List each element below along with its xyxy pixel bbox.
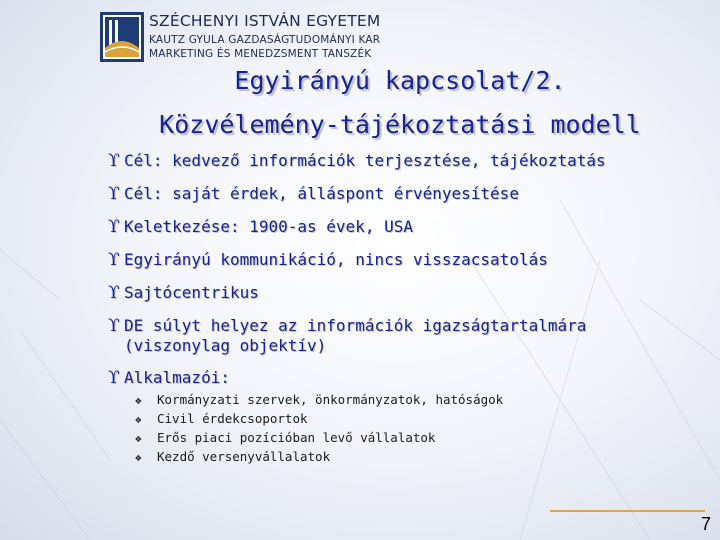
bullet-text: Alkalmazói: [124,368,230,387]
footer-divider [550,510,705,512]
bullet-item [108,283,259,303]
bullet-continuation-text: (viszonylag objektív) [124,336,327,355]
university-name: SZÉCHENYI ISTVÁN EGYETEM [149,12,381,30]
slide-title-line2: Közvélemény-tájékoztatási modell [159,110,641,139]
bullet-text: Egyirányú kommunikáció, nincs visszacsatolás [124,250,548,269]
bullet-item [108,184,519,204]
bullet-marker-icon: ϒ [108,151,120,171]
sub-list-item [135,430,435,445]
bullet-marker-icon: ϒ [108,250,120,270]
sub-list-item [135,392,503,407]
bullet-item [108,368,230,388]
bullet-item [108,217,413,237]
bullet-item [108,151,606,171]
sub-item-text: Kezdő versenyvállalatok [157,449,331,464]
bullet-text: Keletkezése: 1900-as évek, USA [124,217,413,236]
diamond-bullet-icon: ❖ [135,394,142,407]
bullet-marker-icon: ϒ [108,316,120,336]
department-name: MARKETING ÉS MENEDZSMENT TANSZÉK [149,48,372,60]
faculty-name: KAUTZ GYULA GAZDASÁGTUDOMÁNYI KAR [149,34,381,46]
slide-title-line1: Egyirányú kapcsolat/2. [234,66,566,95]
diamond-bullet-icon: ❖ [135,413,142,426]
diamond-bullet-icon: ❖ [135,432,142,445]
sub-item-text: Civil érdekcsoportok [157,411,308,426]
bullet-item [108,316,586,355]
sub-item-text: Kormányzati szervek, önkormányzatok, hatóságok [157,392,504,407]
diamond-bullet-icon: ❖ [135,451,142,464]
sub-item-text: Erős piaci pozícióban levő vállalatok [157,430,436,445]
bullet-marker-icon: ϒ [108,217,120,237]
page-number: 7 [700,514,711,534]
sub-list-item [135,411,308,426]
bullet-item [108,250,548,270]
bullet-marker-icon: ϒ [108,184,120,204]
bullet-text: Cél: saját érdek, álláspont érvényesítése [124,184,519,203]
university-logo-icon [100,12,144,62]
bullet-marker-icon: ϒ [108,368,120,388]
bullet-text: Cél: kedvező információk terjesztése, tájékoztatás [124,151,606,170]
sub-list-item [135,449,330,464]
bullet-text: Sajtócentrikus [124,283,259,302]
bullet-text: DE súlyt helyez az információk igazságtartalmára [124,316,587,335]
bullet-marker-icon: ϒ [108,283,120,303]
